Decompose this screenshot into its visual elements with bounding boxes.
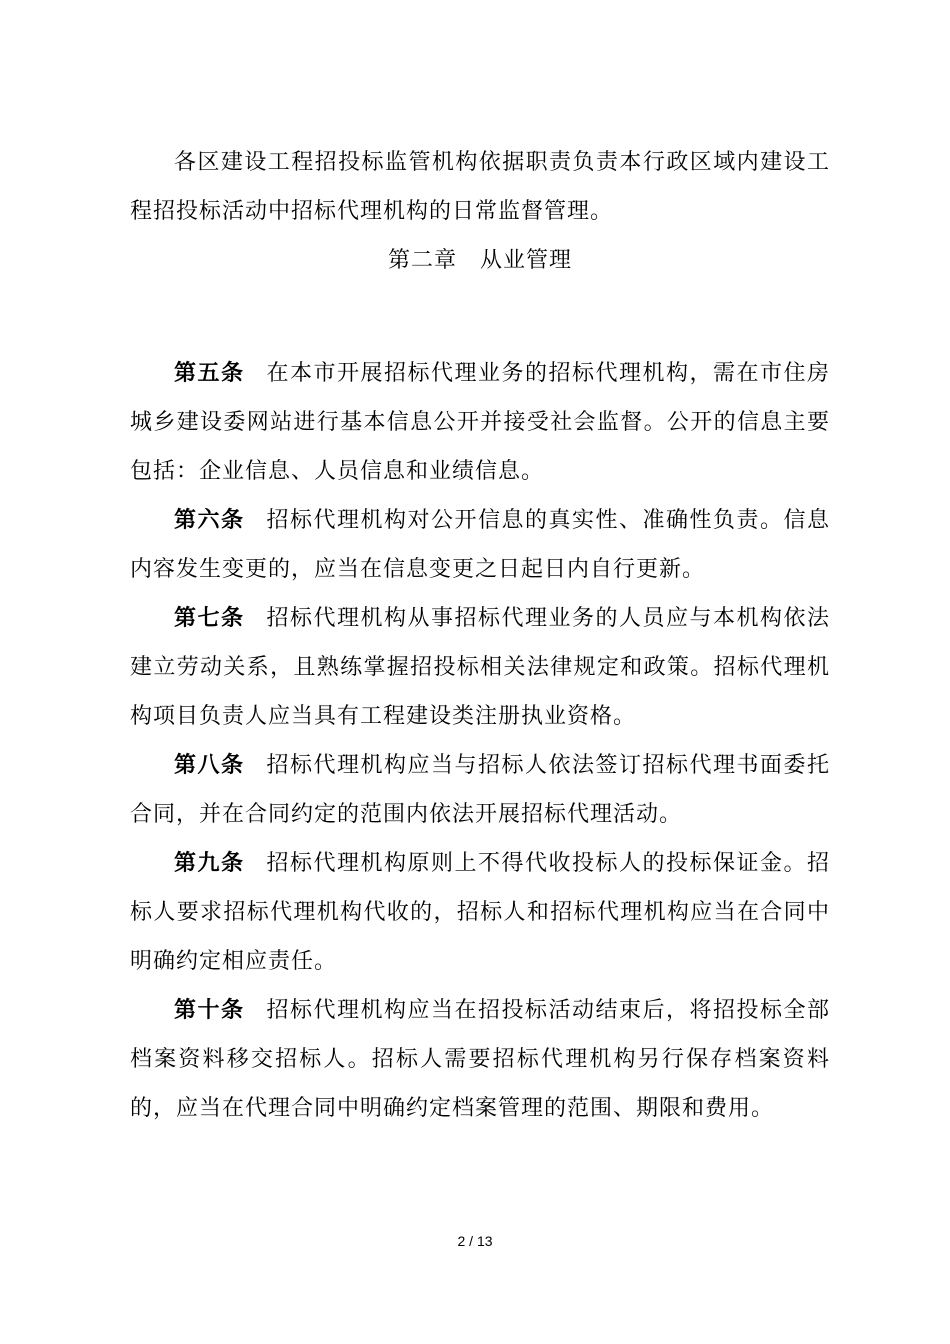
article-label: 第六条 [174,508,245,533]
article-9 [130,839,830,986]
article-text: 招标代理机构应当在招投标活动结束后，将招投标全部档案资料移交招标人。招标人需要招标代理机构另行保存档案资料的，应当在代理合同中明确约定档案管理的范围、期限和费用。 [130,998,830,1121]
article-text: 招标代理机构从事招标代理业务的人员应与本机构依法建立劳动关系，且熟练掌握招投标相关法律规定和政策。招标代理机构项目负责人应当具有工程建设类注册执业资格。 [130,606,830,729]
article-8 [130,741,830,839]
article-label: 第八条 [174,753,245,778]
article-text: 招标代理机构应当与招标人依法签订招标代理书面委托合同，并在合同约定的范围内依法开展招标代理活动。 [130,753,830,827]
article-6 [130,496,830,594]
article-10 [130,986,830,1133]
chapter-heading: 第二章 从业管理 [387,248,572,273]
article-text: 招标代理机构原则上不得代收投标人的投标保证金。招标人要求招标代理机构代收的，招标人和招标代理机构应当在合同中明确约定相应责任。 [130,851,830,974]
article-label: 第五条 [174,361,245,386]
article-label: 第九条 [174,851,245,876]
article-label: 第十条 [174,998,245,1023]
page-number: 2 / 13 [457,1233,493,1249]
document-body [130,138,830,1133]
article-5 [130,349,830,496]
article-7 [130,594,830,741]
article-text: 招标代理机构对公开信息的真实性、准确性负责。信息内容发生变更的，应当在信息变更之日起日内自行更新。 [130,508,830,582]
article-label: 第七条 [174,606,245,631]
article-text: 在本市开展招标代理业务的招标代理机构，需在市住房城乡建设委网站进行基本信息公开并接受社会监督。公开的信息主要包括：企业信息、人员信息和业绩信息。 [130,361,830,484]
intro-paragraph: 各区建设工程招投标监管机构依据职责负责本行政区域内建设工程招投标活动中招标代理机构的日常监督管理。 [130,150,830,224]
